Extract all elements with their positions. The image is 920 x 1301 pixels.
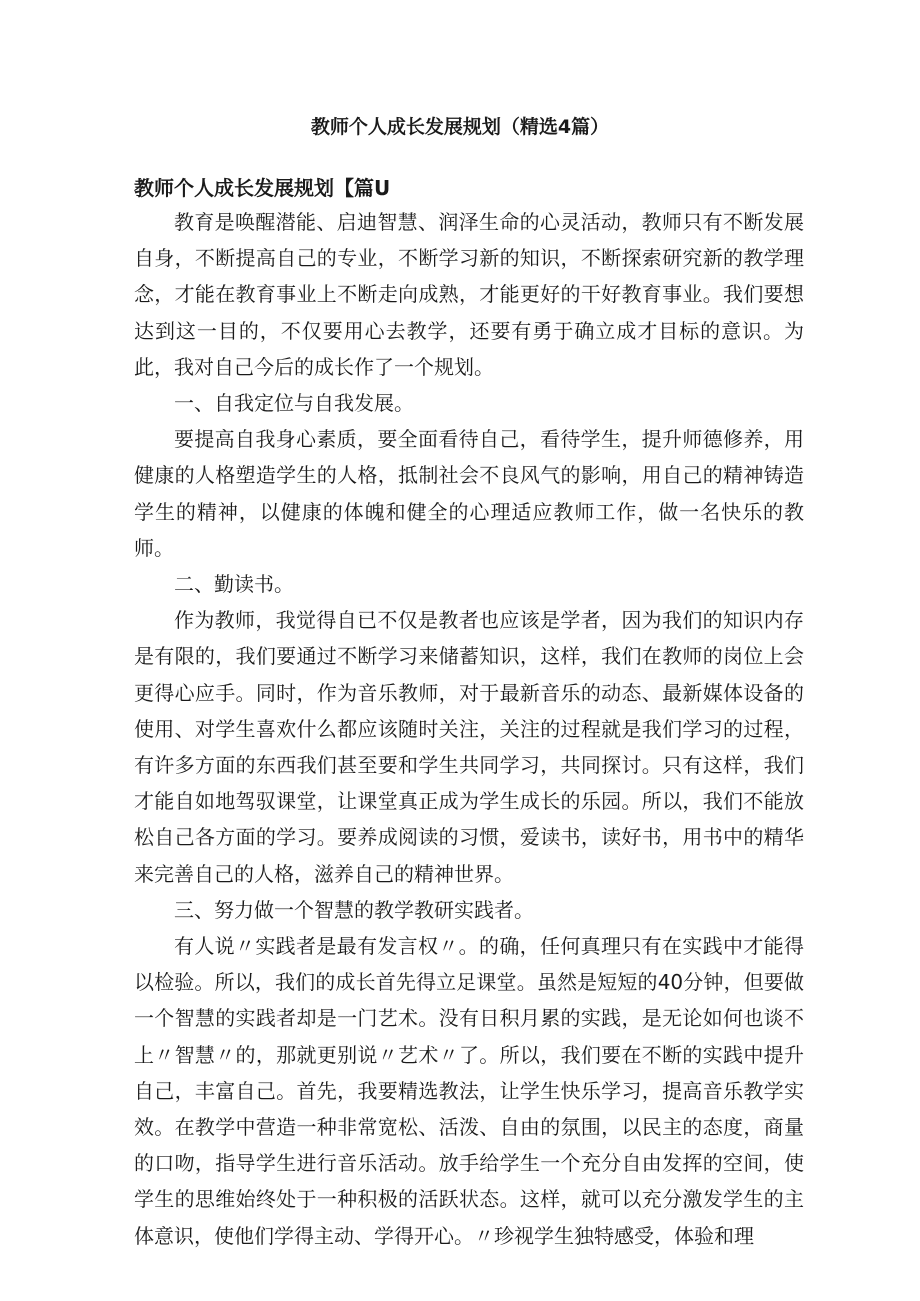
paragraph-intro: 教育是唤醒潜能、启迪智慧、润泽生命的心灵活动，教师只有不断发展自身，不断提高自己的专业，不断学习新的知识，不断探索研究新的教学理念，才能在教育事业上不断走向成熟，才能更好的干好教育事业。我们要想达到这一目的，不仅要用心去教学，还要有勇于确立成才目标的意识。为此，我对自己今后的成长作了一个规划。 [134,210,804,379]
section-heading: 教师个人成长发展规划【篇U [134,176,391,200]
subheading-practice: 三、努力做一个智慧的教学教研实践者。 [174,897,534,922]
paragraph-reading: 作为教师，我觉得自已不仅是教者也应该是学者，因为我们的知识内存是有限的，我们要通过不断学习来储蓄知识，这样，我们在教师的岗位上会更得心应手。同时，作为音乐教师，对于最新音乐的动态、最新媒体设备的使用、对学生喜欢什么都应该随时关注，关注的过程就是我们学习的过程，有许多方面的东西我们甚至要和学生共同学习，共同探讨。只有这样，我们才能自如地驾驭课堂，让课堂真正成为学生成长的乐园。所以，我们不能放松自己各方面的学习。要养成阅读的习惯，爱读书，读好书，用书中的精华来完善自己的人格，滋养自己的精神世界。 [134,608,804,886]
paragraph-practice: 有人说〃实践者是最有发言权〃。的确，任何真理只有在实践中才能得以检验。所以，我们的成长首先得立足课堂。虽然是短短的40分钟，但要做一个智慧的实践者却是一门艺术。没有日积月累的实践，是无论如何也谈不上〃智慧〃的，那就更别说〃艺术〃了。所以，我们要在不断的实践中提升自己，丰富自己。首先，我要精选教法，让学生快乐学习，提高音乐教学实效。在教学中营造一种非常宽松、活泼、自由的氛围，以民主的态度，商量的口吻，指导学生进行音乐活动。放手给学生一个充分自由发挥的空间，使学生的思维始终处于一种积极的活跃状态。这样，就可以充分激发学生的主体意识，使他们学得主动、学得开心。〃珍视学生独特感受，体验和理 [134,934,804,1248]
subheading-self-positioning: 一、自我定位与自我发展。 [174,391,414,416]
document-title: 教师个人成长发展规划（精选4篇） [310,116,610,138]
paragraph-self-positioning: 要提高自我身心素质，要全面看待自己，看待学生，提升师德修养，用健康的人格塑造学生的人格，抵制社会不良风气的影响，用自己的精神铸造学生的精神，以健康的体魄和健全的心理适应教师工作，做一名快乐的教师。 [134,427,804,560]
subheading-reading: 二、勤读书。 [174,572,294,597]
document-body [134,204,804,1254]
